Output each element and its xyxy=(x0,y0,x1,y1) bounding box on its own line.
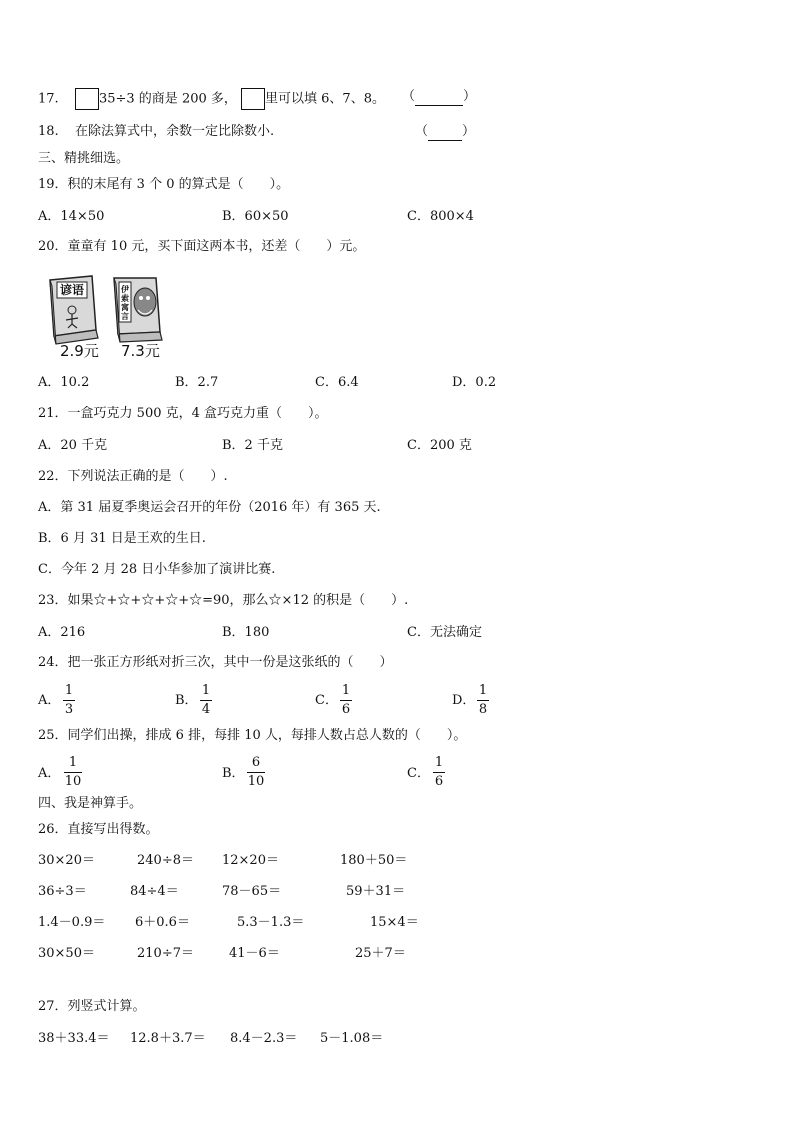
svg-text:索: 索 xyxy=(121,294,129,303)
question-25-stem: 25．同学们出操，排成 6 排，每排 10 人，每排人数占总人数的（ ）。 xyxy=(38,728,467,743)
option-a[interactable]: A．10.2 xyxy=(38,375,90,390)
option-b[interactable]: B．60×50 xyxy=(222,209,289,224)
option-b[interactable]: B．2.7 xyxy=(175,375,219,390)
price-label-1: 2.9元 xyxy=(60,342,99,360)
section-heading-4: 四、我是神算手。 xyxy=(38,796,143,811)
question-20-stem: 20．童童有 10 元，买下面这两本书，还差（ ）元。 xyxy=(38,239,366,254)
vertical-calc-item: 12.8＋3.7＝ xyxy=(130,1031,206,1046)
calc-item: 59＋31＝ xyxy=(346,884,406,899)
fraction: 1 3 xyxy=(64,683,74,717)
calc-item: 210÷7＝ xyxy=(137,946,194,961)
vertical-calc-item: 38＋33.4＝ xyxy=(38,1031,110,1046)
option-d[interactable]: D．0.2 xyxy=(452,375,497,390)
option-b[interactable]: B．2 千克 xyxy=(222,438,283,453)
fraction: 6 10 xyxy=(247,755,265,789)
calc-item: 15×4＝ xyxy=(370,915,419,930)
option-b[interactable]: B． xyxy=(175,693,198,708)
option-a[interactable]: A．216 xyxy=(38,625,86,640)
fraction: 1 6 xyxy=(434,755,444,789)
fraction: 1 8 xyxy=(478,683,488,717)
judge-paren-18: （ ） xyxy=(415,124,476,139)
option-d[interactable]: D． xyxy=(452,693,476,708)
vertical-calc-item: 5－1.08＝ xyxy=(320,1031,384,1046)
svg-text:谚语: 谚语 xyxy=(59,283,85,297)
question-27-stem: 27．列竖式计算。 xyxy=(38,999,146,1014)
option-b[interactable]: B． xyxy=(222,766,245,781)
option-a[interactable]: A．20 千克 xyxy=(38,438,108,453)
question-number: 18. xyxy=(38,124,59,139)
option-a[interactable]: A． xyxy=(38,766,61,781)
option-a[interactable]: A．第 31 届夏季奥运会召开的年份（2016 年）有 365 天. xyxy=(38,500,381,515)
question-text: 里可以填 6、7、8。 xyxy=(265,91,385,107)
calc-item: 6＋0.6＝ xyxy=(135,915,190,930)
option-c[interactable]: C． xyxy=(407,766,430,781)
question-22-stem: 22．下列说法正确的是（ ）. xyxy=(38,469,228,484)
calc-item: 30×50＝ xyxy=(38,946,95,961)
svg-text:寓: 寓 xyxy=(121,303,129,312)
question-24-stem: 24．把一张正方形纸对折三次，其中一份是这张纸的（ ） xyxy=(38,655,393,670)
calc-item: 25＋7＝ xyxy=(355,946,406,961)
question-21-stem: 21．一盒巧克力 500 克，4 盒巧克力重（ ）。 xyxy=(38,406,328,421)
option-b[interactable]: B．180 xyxy=(222,625,270,640)
fraction: 1 6 xyxy=(341,683,351,717)
question-text: 在除法算式中，余数一定比除数小. xyxy=(74,124,275,139)
option-a[interactable]: A．14×50 xyxy=(38,209,105,224)
answer-box[interactable] xyxy=(75,88,99,110)
calc-item: 12×20＝ xyxy=(222,853,279,868)
fraction: 1 4 xyxy=(201,683,211,717)
option-c[interactable]: C．800×4 xyxy=(407,209,474,224)
calc-item: 1.4－0.9＝ xyxy=(38,915,106,930)
fraction: 1 10 xyxy=(64,755,82,789)
calc-item: 5.3－1.3＝ xyxy=(237,915,305,930)
option-c[interactable]: C． xyxy=(315,693,338,708)
calc-item: 41－6＝ xyxy=(229,946,280,961)
calc-item: 84÷4＝ xyxy=(130,884,179,899)
answer-blank[interactable] xyxy=(415,91,463,106)
option-a[interactable]: A． xyxy=(38,693,61,708)
aesop-fables-book-icon xyxy=(114,278,162,342)
question-23-stem: 23．如果☆+☆+☆+☆+☆=90，那么☆×12 的积是（ ）. xyxy=(38,593,409,608)
option-c[interactable]: C．无法确定 xyxy=(407,625,482,640)
option-c[interactable]: C．今年 2 月 28 日小华参加了演讲比赛. xyxy=(38,562,276,577)
option-c[interactable]: C．200 克 xyxy=(407,438,472,453)
question-18 xyxy=(38,123,274,141)
option-c[interactable]: C．6.4 xyxy=(315,375,359,390)
calc-item: 78－65＝ xyxy=(222,884,282,899)
calc-item: 240÷8＝ xyxy=(137,853,194,868)
calc-item: 180＋50＝ xyxy=(340,853,408,868)
answer-box[interactable] xyxy=(241,88,265,110)
svg-text:言: 言 xyxy=(121,312,129,321)
question-number: 17. xyxy=(38,91,59,107)
question-19-stem: 19．积的末尾有 3 个 0 的算式是（ ）。 xyxy=(38,177,290,192)
question-17 xyxy=(38,88,385,110)
svg-text:伊: 伊 xyxy=(121,285,129,294)
option-b[interactable]: B．6 月 31 日是王欢的生日. xyxy=(38,531,206,546)
calc-item: 36÷3＝ xyxy=(38,884,87,899)
vertical-calc-item: 8.4－2.3＝ xyxy=(230,1031,298,1046)
calc-item: 30×20＝ xyxy=(38,853,95,868)
judge-paren-17: （ ） xyxy=(402,89,477,104)
question-text: 35÷3 的商是 200 多， xyxy=(98,91,237,107)
answer-blank[interactable] xyxy=(428,126,462,141)
price-label-2: 7.3元 xyxy=(121,342,160,360)
question-26-stem: 26．直接写出得数。 xyxy=(38,822,159,837)
proverbs-book-icon xyxy=(50,276,98,344)
section-heading-3: 三、精挑细选。 xyxy=(38,151,130,166)
